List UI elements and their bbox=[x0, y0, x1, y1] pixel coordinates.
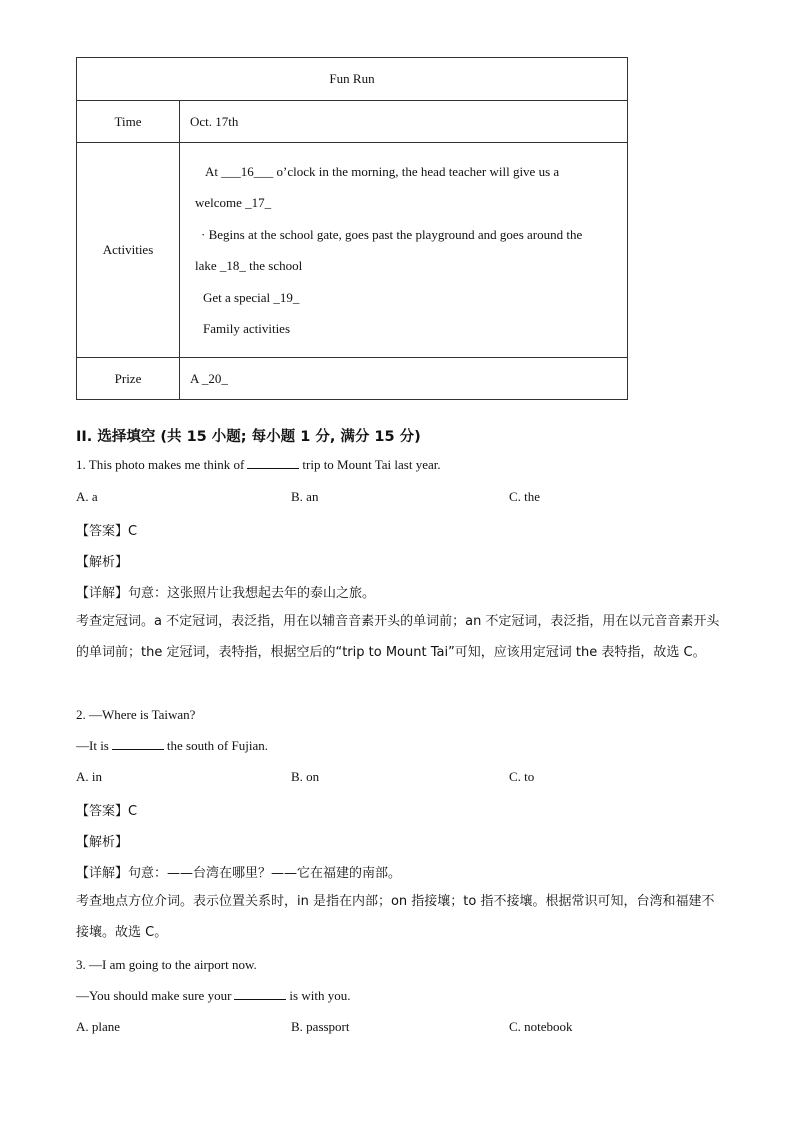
activity-line: Get a special _19_ bbox=[203, 289, 300, 305]
activity-line: · Begins at the school gate, goes past the playground and goes around the bbox=[201, 226, 583, 242]
activities-cell bbox=[180, 143, 628, 358]
option-c: C. the bbox=[509, 489, 541, 504]
analysis-label: 【解析】 bbox=[76, 835, 129, 850]
prize-label: Prize bbox=[77, 358, 180, 400]
fun-run-table bbox=[76, 57, 628, 400]
question-2-line1: 2. —Where is Taiwan? bbox=[76, 707, 196, 722]
stem-pre: —You should make sure your bbox=[76, 988, 232, 1003]
analysis-label: 【解析】 bbox=[76, 555, 129, 570]
stem-post: trip to Mount Tai last year. bbox=[302, 457, 441, 472]
explanation-paragraph: 考查定冠词。a 不定冠词，表泛指，用在以辅音音素开头的单词前；an 不定冠词，表泛指，用在以元音音素开头的单词前；the 定冠词，表特指，根据空后的“trip to Mount Tai”可知，应该用定冠词 the 表特指，故选 C。 bbox=[76, 614, 720, 660]
option-c: C. to bbox=[509, 769, 535, 784]
question-1-stem bbox=[76, 457, 441, 473]
answer-blank bbox=[234, 988, 286, 1000]
section-heading: II. 选择填空 (共 15 小题; 每小题 1 分, 满分 15 分) bbox=[76, 429, 421, 445]
stem-post: the south of Fujian. bbox=[166, 738, 268, 753]
question-3-stem bbox=[76, 988, 350, 1004]
answer-line: 【答案】C bbox=[76, 524, 138, 539]
stem-pre: 1. This photo makes me think of bbox=[76, 457, 245, 472]
option-a: A. in bbox=[76, 769, 102, 784]
table-title: Fun Run bbox=[77, 58, 628, 101]
option-c: C. notebook bbox=[509, 1019, 573, 1034]
option-b: B. an bbox=[291, 489, 319, 504]
stem-post: is with you. bbox=[289, 988, 351, 1003]
option-a: A. a bbox=[76, 489, 98, 504]
option-b: B. on bbox=[291, 769, 320, 784]
detail-line: 【详解】句意：——台湾在哪里？——它在福建的南部。 bbox=[76, 866, 402, 881]
question-3-line1: 3. —I am going to the airport now. bbox=[76, 957, 257, 972]
stem-pre: —It is bbox=[76, 738, 109, 753]
option-b: B. passport bbox=[291, 1019, 350, 1034]
option-a: A. plane bbox=[76, 1019, 121, 1034]
explanation-paragraph: 考查地点方位介词。表示位置关系时，in 是指在内部；on 指接壤；to 指不接壤。根据常识可知，台湾和福建不接壤。故选 C。 bbox=[76, 894, 715, 940]
answer-blank bbox=[247, 457, 299, 469]
question-2-stem bbox=[76, 738, 268, 754]
detail-line: 【详解】句意：这张照片让我想起去年的泰山之旅。 bbox=[76, 586, 376, 601]
activities-label: Activities bbox=[77, 143, 180, 358]
activity-line: Family activities bbox=[203, 321, 291, 336]
activity-line: welcome _17_ bbox=[195, 195, 272, 210]
answer-blank bbox=[112, 738, 164, 750]
activity-line: At ___16___ o’clock in the morning, the head teacher will give us a bbox=[205, 163, 560, 179]
time-value: Oct. 17th bbox=[180, 101, 628, 143]
activity-line: lake _18_ the school bbox=[195, 258, 303, 273]
prize-value: A _20_ bbox=[180, 358, 628, 400]
answer-line: 【答案】C bbox=[76, 804, 138, 819]
time-label: Time bbox=[77, 101, 180, 143]
